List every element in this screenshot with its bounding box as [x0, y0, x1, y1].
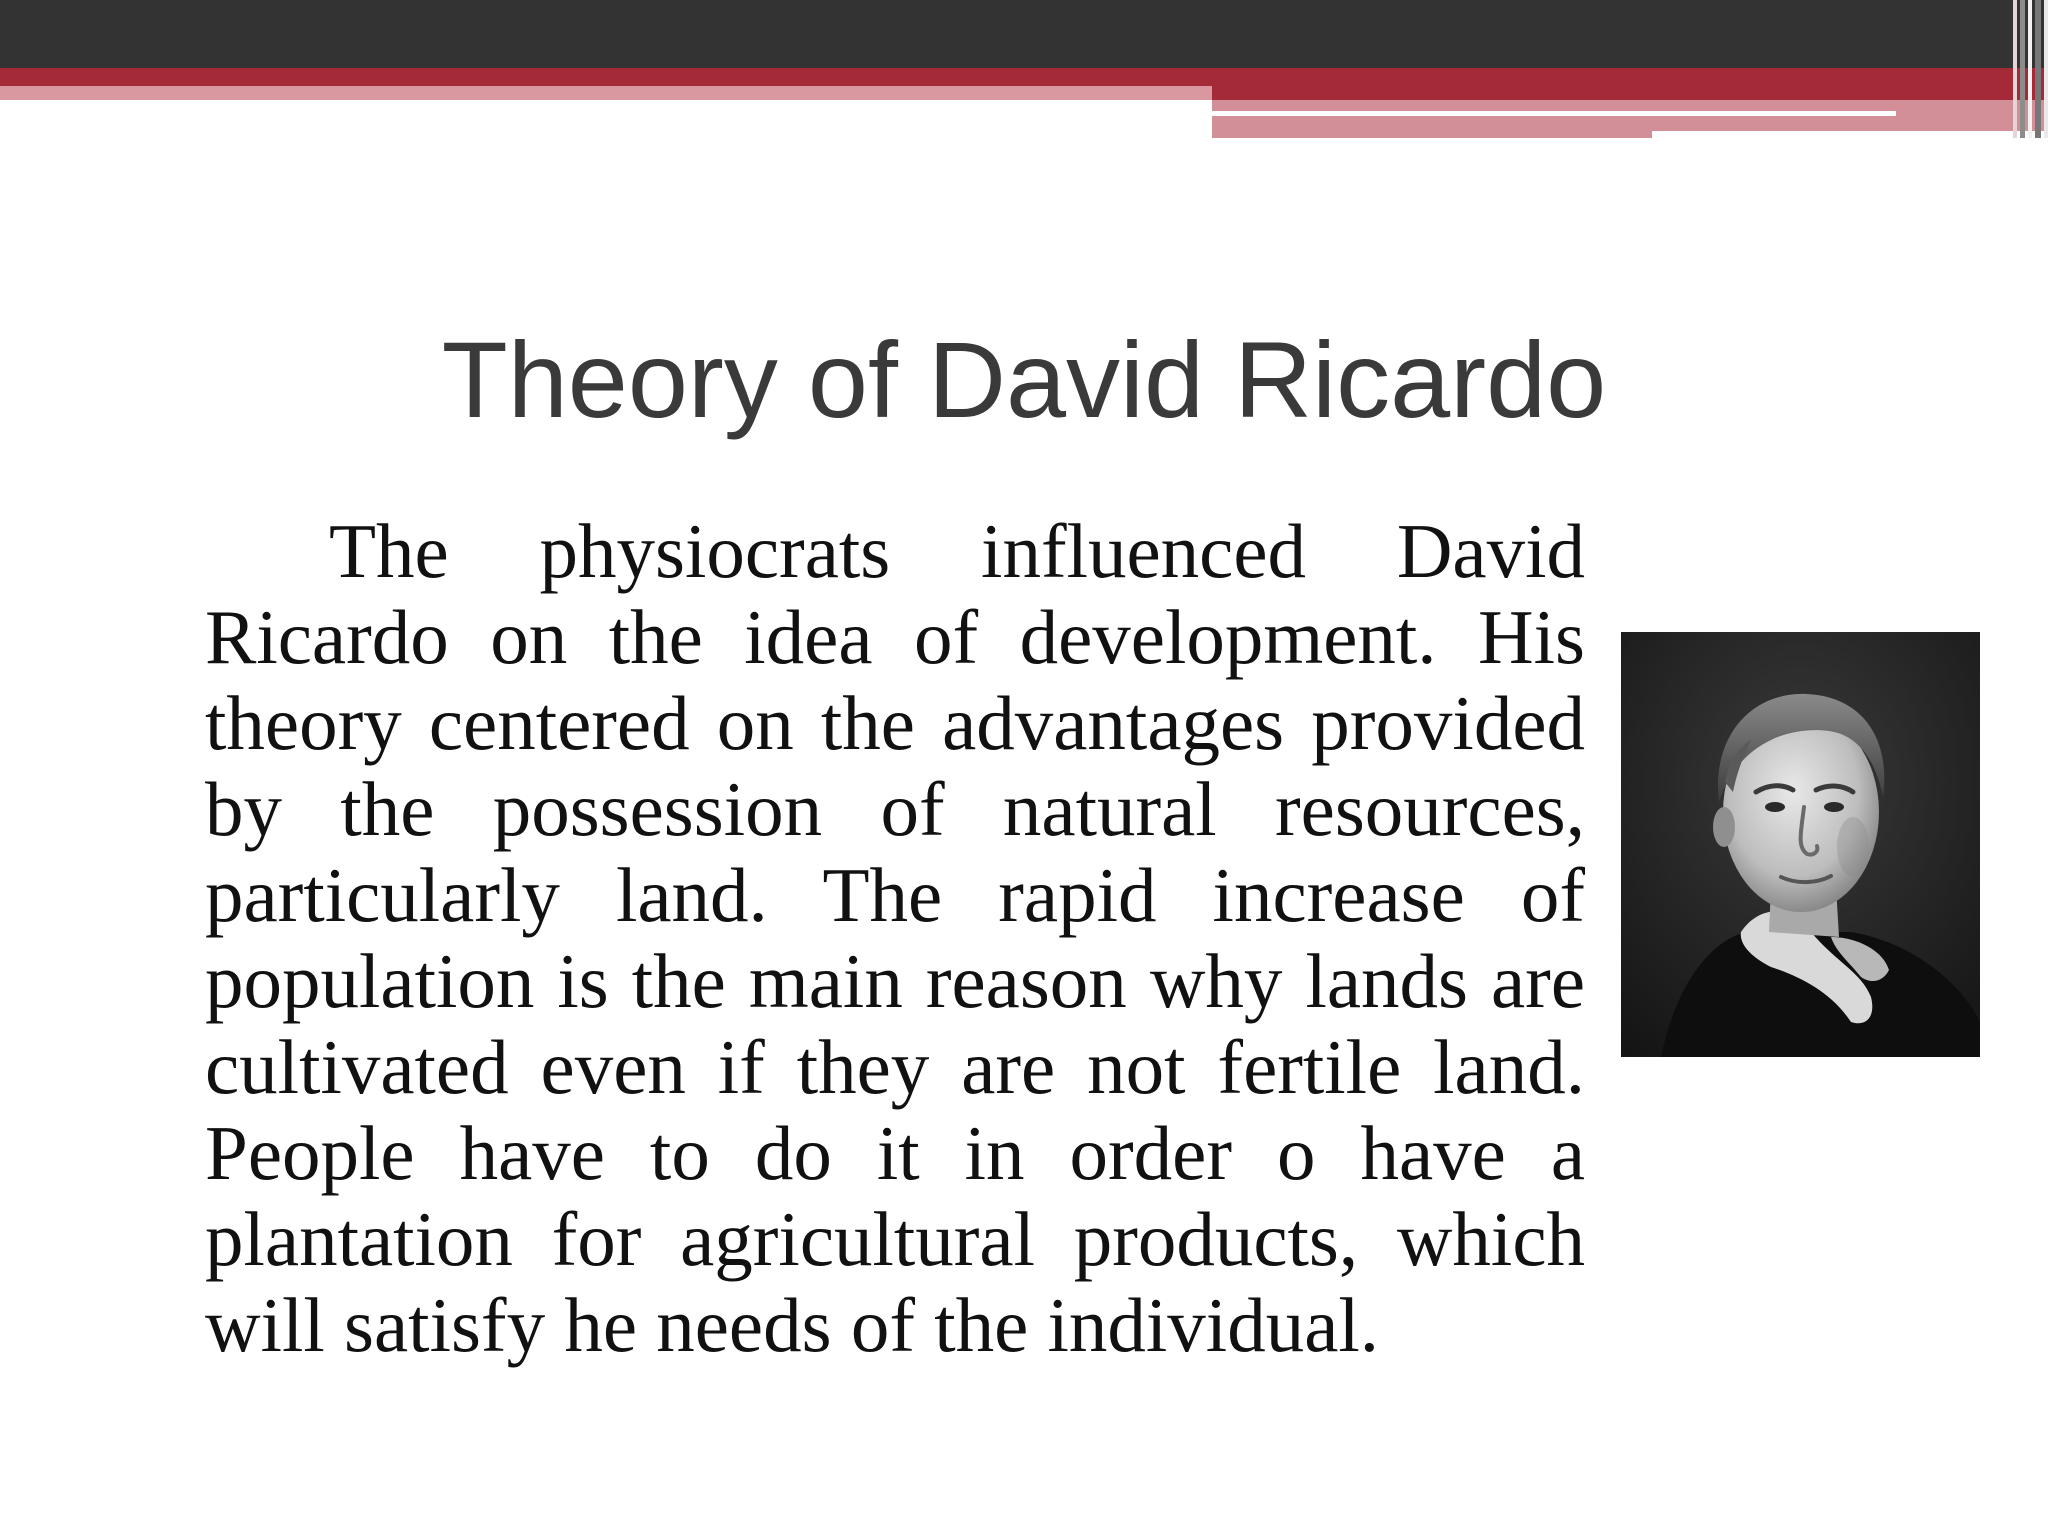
slide-body-text: The physiocrats influenced David Ricardo on the idea of development. His theory centered on the advantages provided by the possession of natural resources, particularly land. The rapid increase of population is the main reason why lands are cultivated even if they are not fertile land. People have to do it in order o have a plantation for agricultural products, which will satisfy he needs of the individual. — [205, 508, 1585, 1368]
slide-title — [0, 318, 2048, 442]
header-band-pink-left — [0, 86, 1212, 100]
header-band-red — [0, 68, 2048, 86]
slide-title-text: Theory of David Ricardo — [441, 319, 1607, 440]
portrait-drawing — [1621, 632, 1980, 1057]
portrait-image — [1621, 632, 1980, 1057]
header-band-red-right — [1212, 86, 2048, 100]
header-edge-stripes — [1996, 0, 2048, 138]
header-white-line — [1212, 111, 1896, 116]
header-white-step — [1652, 131, 2048, 139]
header-band-dark — [0, 0, 2048, 68]
